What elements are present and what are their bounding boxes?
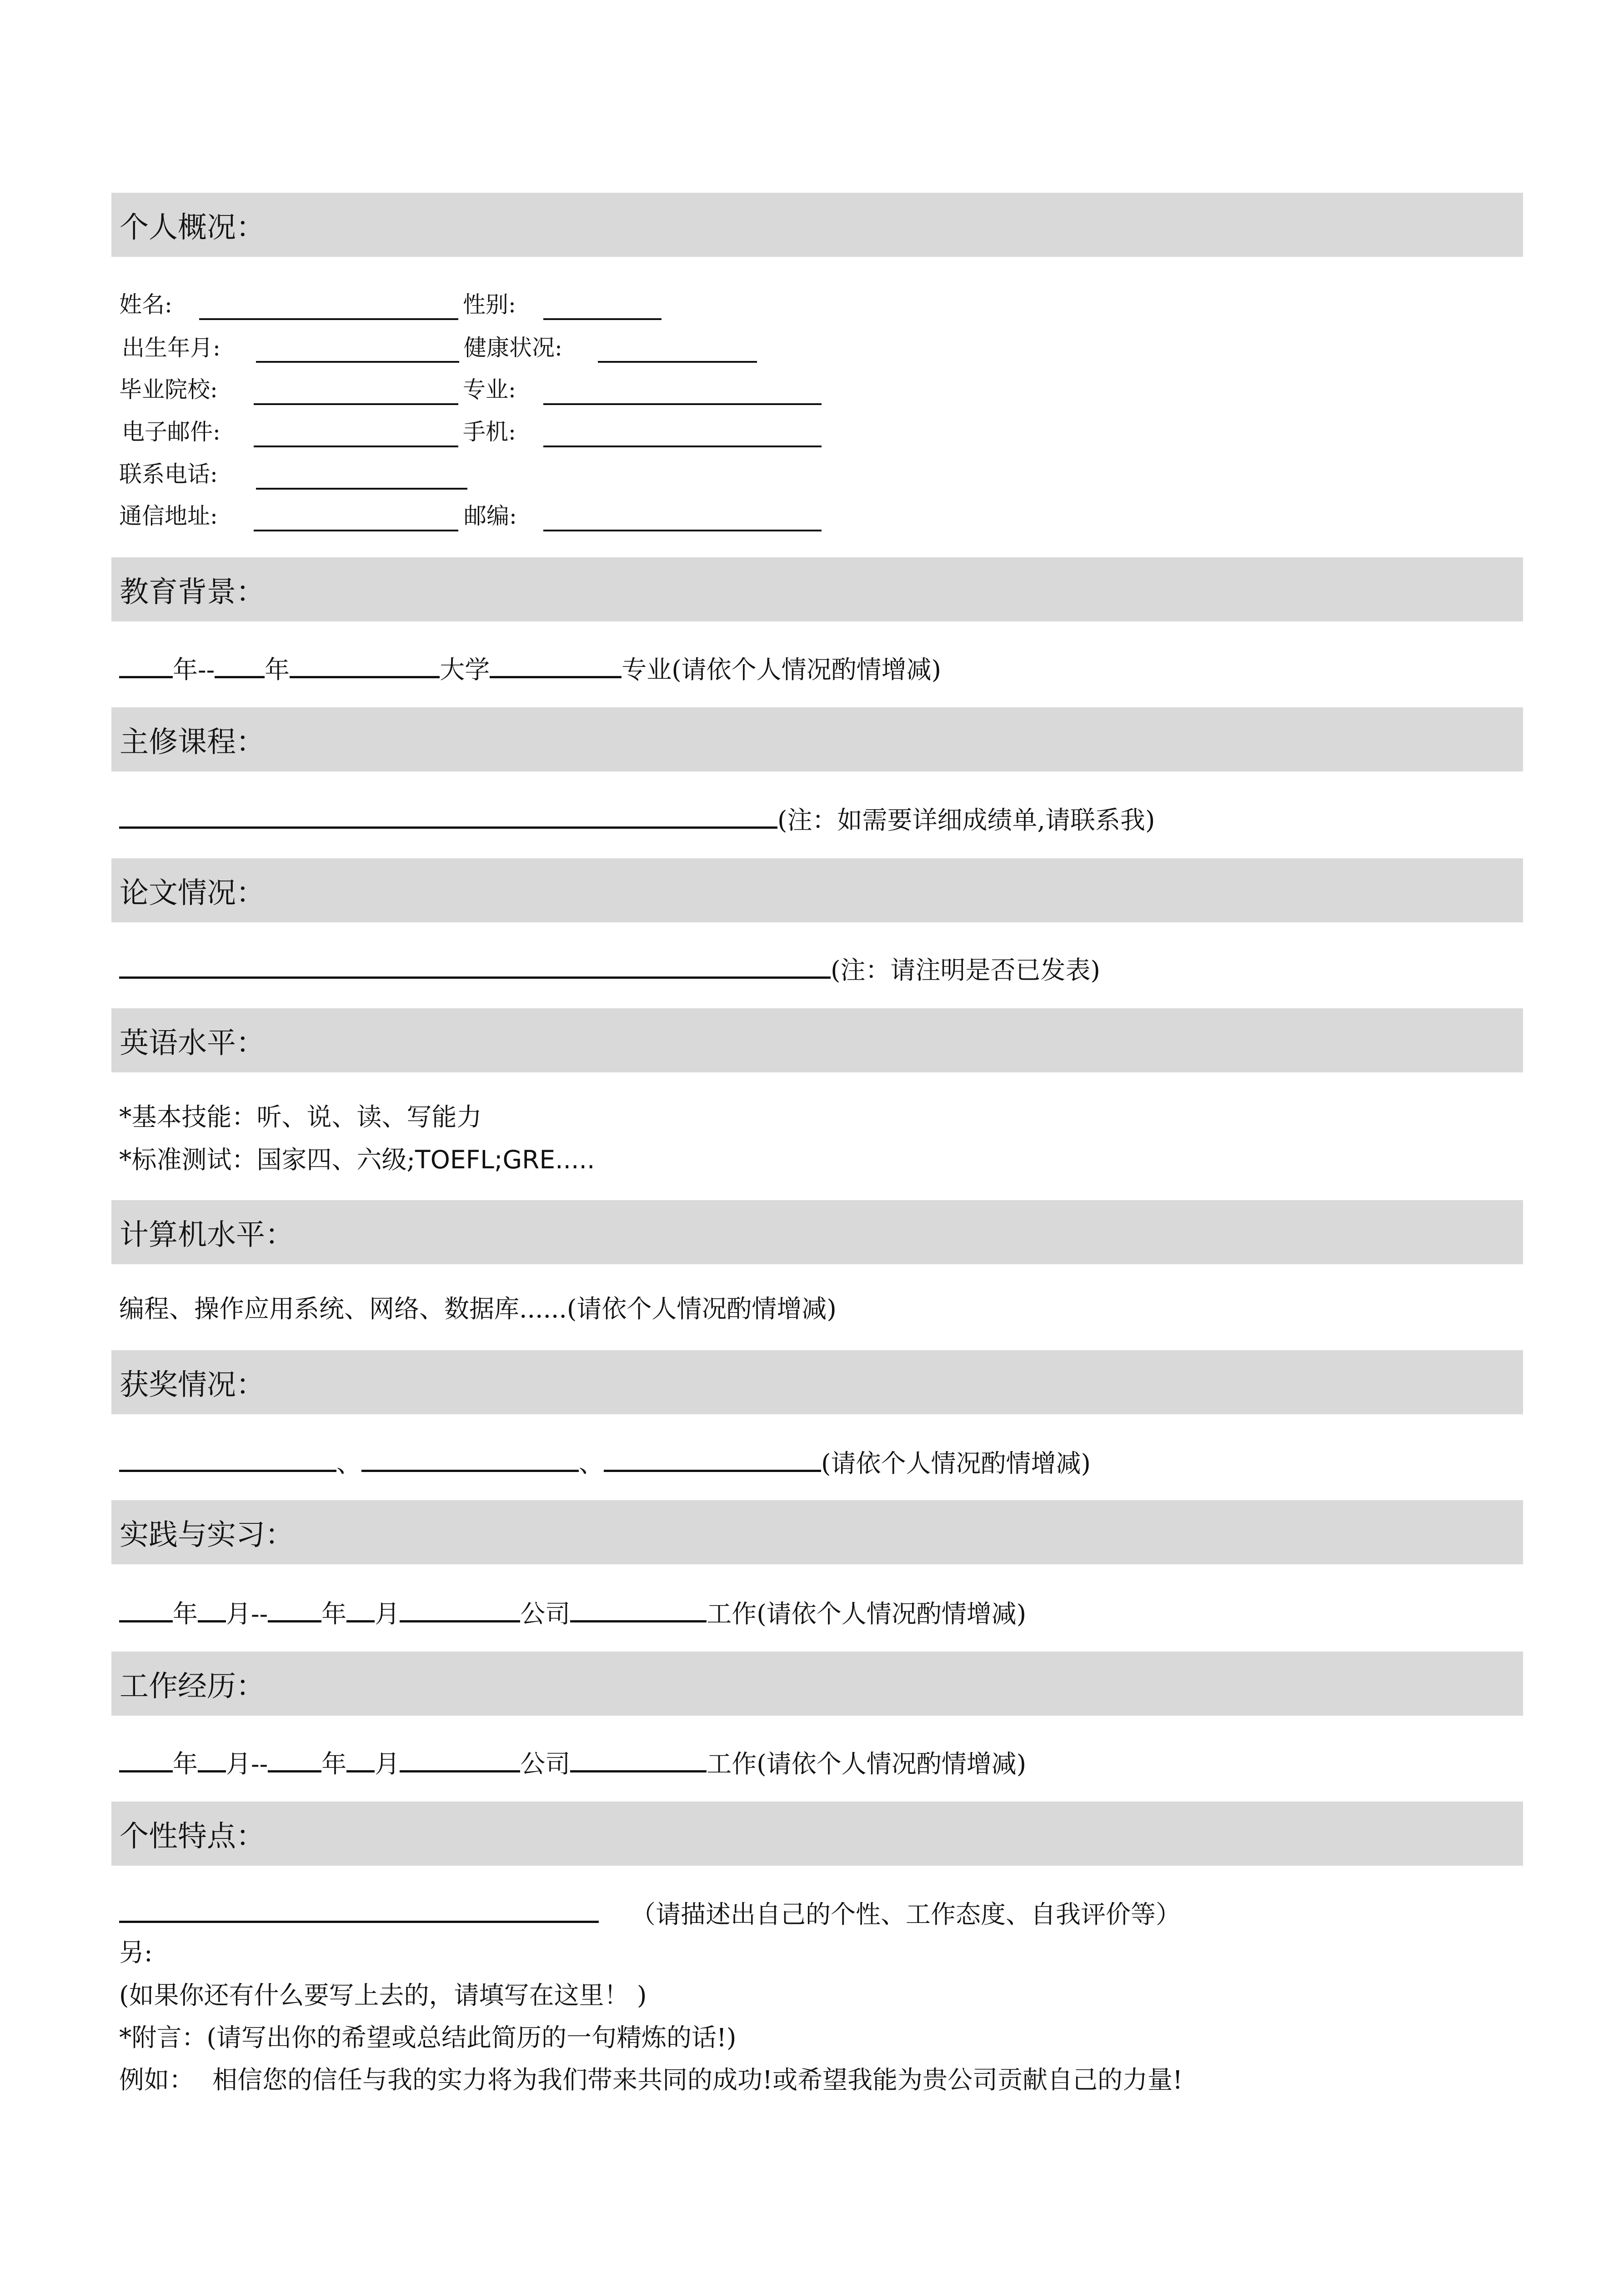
section-header-practice [111, 1500, 1523, 1564]
personality-blank[interactable] [119, 1898, 599, 1923]
start-year-blank[interactable] [119, 1747, 173, 1772]
job-blank[interactable] [570, 1747, 707, 1772]
mobile-label: 手机: [463, 419, 516, 445]
award-blank-2[interactable] [361, 1447, 579, 1472]
courses-note: (注：如需要详细成绩单,请联系我) [777, 806, 1155, 835]
gender-label: 性别: [463, 291, 516, 318]
major-field[interactable] [543, 401, 822, 405]
computer-line: 编程、操作应用系统、网络、数据库......(请依个人情况酌情增减) [119, 1294, 837, 1323]
award-blank-1[interactable] [119, 1447, 336, 1472]
mobile-field[interactable] [543, 444, 822, 447]
university-blank[interactable] [290, 653, 440, 678]
section-title: 教育背景： [120, 575, 265, 609]
company-label: 公司 [520, 1749, 571, 1778]
education-line [119, 653, 941, 682]
section-title: 计算机水平： [120, 1218, 294, 1252]
example-text: 相信您的信任与我的实力将为我们带来共同的成功!或希望我能为贵公司贡献自己的力量! [212, 2065, 1183, 2094]
award-separator: 、 [579, 1449, 604, 1478]
year-label: 年 [173, 1599, 198, 1628]
english-tests-label: *标准测试：国家四、六级; [119, 1145, 416, 1174]
other-label: 另: [119, 1938, 153, 1967]
gender-field[interactable] [543, 316, 662, 320]
awards-line [119, 1447, 1091, 1476]
work-line [119, 1747, 1026, 1777]
major-label: 专业: [463, 376, 516, 403]
end-month-blank[interactable] [346, 1747, 375, 1772]
end-month-blank[interactable] [346, 1597, 375, 1622]
personality-line [119, 1898, 1181, 1927]
phone-label: 联系电话: [119, 461, 218, 487]
name-field[interactable] [199, 316, 458, 320]
english-tests-names: TOEFL;GRE..... [415, 1145, 595, 1174]
job-blank[interactable] [570, 1597, 707, 1622]
section-header-thesis [111, 858, 1523, 922]
zip-label: 邮编: [464, 503, 517, 529]
section-header-awards [111, 1350, 1523, 1414]
section-title: 论文情况： [120, 876, 265, 910]
health-field[interactable] [598, 359, 757, 363]
start-month-blank[interactable] [198, 1747, 226, 1772]
section-title: 获奖情况： [120, 1368, 265, 1402]
email-label: 电子邮件: [122, 419, 221, 445]
end-year-blank[interactable] [215, 653, 265, 678]
education-note: 专业(请依个人情况酌情增减) [622, 655, 942, 684]
year-label: 年 [321, 1599, 347, 1628]
company-blank[interactable] [400, 1747, 520, 1772]
appendix-note: *附言：(请写出你的希望或总结此简历的一句精炼的话!) [119, 2023, 737, 2052]
month-label: 月 [375, 1599, 400, 1628]
example-line [119, 2065, 1183, 2094]
section-header-english [111, 1008, 1523, 1072]
month-separator: 月-- [226, 1599, 268, 1628]
major-blank[interactable] [490, 653, 622, 678]
name-label: 姓名: [119, 291, 172, 318]
section-header-courses [111, 707, 1523, 771]
year-label: 年 [173, 1749, 198, 1778]
phone-field[interactable] [256, 486, 467, 490]
awards-note: (请依个人情况酌情增减) [821, 1449, 1091, 1478]
section-header-education [111, 557, 1523, 621]
thesis-note: (注：请注明是否已发表) [831, 956, 1100, 985]
birth-label: 出生年月: [122, 335, 221, 361]
address-label: 通信地址: [119, 503, 218, 529]
section-title: 工作经历： [120, 1669, 265, 1703]
work-note: 工作(请依个人情况酌情增减) [707, 1749, 1027, 1778]
month-separator: 月-- [226, 1749, 268, 1778]
start-year-blank[interactable] [119, 653, 173, 678]
extra-note: (如果你还有什么要写上去的，请填写在这里！ ) [119, 1981, 647, 2010]
section-header-personal [111, 193, 1523, 257]
year-separator: 年-- [173, 655, 215, 684]
section-header-personality [111, 1802, 1523, 1866]
personality-note: （请描述出自己的个性、工作态度、自我评价等） [631, 1900, 1181, 1929]
courses-blank[interactable] [119, 804, 777, 829]
thesis-line [119, 954, 1100, 983]
zip-field[interactable] [543, 528, 822, 531]
end-year-blank[interactable] [268, 1747, 321, 1772]
section-header-computer [111, 1200, 1523, 1264]
month-label: 月 [375, 1749, 400, 1778]
section-title: 英语水平： [120, 1026, 265, 1060]
section-title: 个人概况： [120, 210, 265, 245]
english-skills: *基本技能：听、说、读、写能力 [119, 1102, 482, 1131]
end-year-blank[interactable] [268, 1597, 321, 1622]
section-header-work [111, 1652, 1523, 1716]
thesis-blank[interactable] [119, 954, 831, 979]
health-label: 健康状况: [464, 335, 562, 361]
award-separator: 、 [336, 1449, 362, 1478]
email-field[interactable] [254, 444, 458, 447]
university-label: 大学 [440, 655, 490, 684]
start-month-blank[interactable] [198, 1597, 226, 1622]
company-blank[interactable] [400, 1597, 520, 1622]
section-title: 个性特点： [120, 1819, 265, 1853]
practice-line [119, 1597, 1026, 1627]
example-label: 例如： [119, 2065, 195, 2094]
birth-field[interactable] [256, 359, 459, 363]
school-field[interactable] [254, 401, 458, 405]
section-title: 主修课程： [120, 725, 265, 759]
school-label: 毕业院校: [119, 376, 218, 403]
section-title: 实践与实习： [120, 1518, 294, 1552]
company-label: 公司 [520, 1599, 571, 1628]
courses-line [119, 804, 1155, 833]
english-tests [119, 1147, 595, 1172]
year-label: 年 [265, 655, 290, 684]
address-field[interactable] [254, 528, 458, 531]
practice-note: 工作(请依个人情况酌情增减) [707, 1599, 1027, 1628]
start-year-blank[interactable] [119, 1597, 173, 1622]
award-blank-3[interactable] [604, 1447, 821, 1472]
year-label: 年 [321, 1749, 347, 1778]
